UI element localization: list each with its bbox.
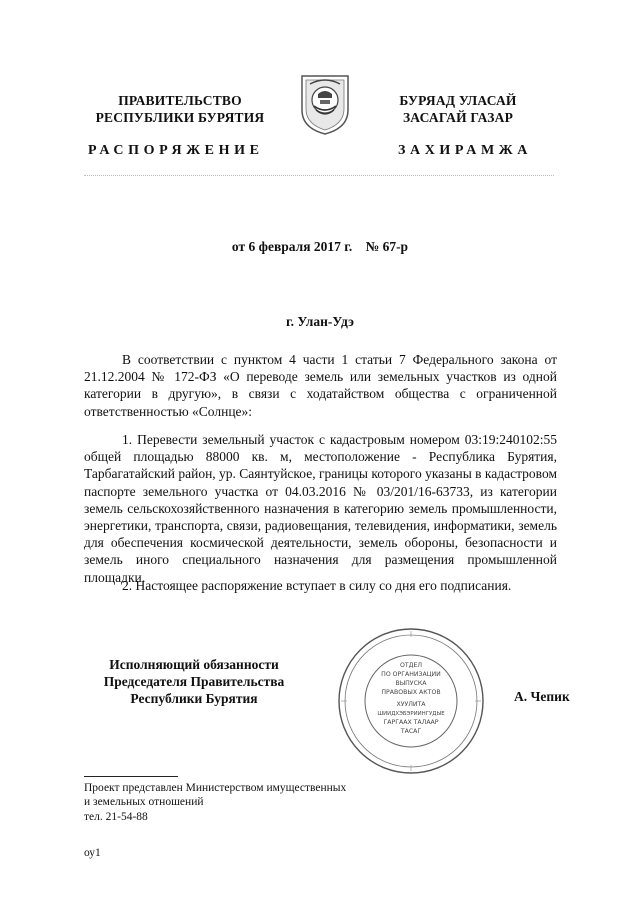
- document-number: № 67-р: [365, 239, 409, 254]
- document-type-russian: РАСПОРЯЖЕНИЕ: [88, 143, 264, 158]
- government-name-buryat-line2: ЗАСАГАЙ ГАЗАР: [402, 110, 514, 125]
- stamp-line-1: ОТДЕЛ: [399, 662, 423, 669]
- document-type-buryat: ЗАХИРАМЖА: [398, 143, 532, 158]
- document-code: оу1: [84, 847, 101, 859]
- signatory-position-line2: Председателя Правительства: [103, 674, 285, 690]
- government-name-line2: РЕСПУБЛИКИ БУРЯТИЯ: [95, 110, 265, 125]
- footnote: [84, 781, 414, 824]
- header-divider: [84, 175, 554, 177]
- stamp-line-7: ГАРГААХ ТАЛААР: [383, 719, 439, 726]
- signatory-position: [84, 656, 304, 708]
- stamp-line-5: ХУУЛИТА: [396, 701, 426, 708]
- stamp-line-3: ВЫПУСКА: [395, 680, 427, 687]
- government-name-line1: ПРАВИТЕЛЬСТВО: [118, 93, 242, 108]
- stamp-line-8: ТАСАГ: [400, 728, 422, 735]
- date-number-line: [0, 239, 640, 255]
- footnote-phone: тел. 21-54-88: [84, 810, 148, 823]
- document-date: от 6 февраля 2017 г.: [231, 239, 353, 254]
- government-name-buryat: [358, 92, 558, 126]
- clause-1-paragraph: 1. Перевести земельный участок с кадастровым номером 03:19:240102:55 общей площадью 88000 кв. м, местоположение - Республика Бурятия, Тарбагатайский район, ур. Саянтуйское, границы которого указаны в кадастровом паспорте земельного участка от 04.03.2016 № 03/201/16-63733, из категории земель сельскохозяйственного назначения в категорию земель промышленности, энергетики, транспорта, связи, радиовещания, телевидения, информатики, земель для обеспечения космической деятельности, земель обороны, безопасности и земель иного специального назначения для размещения промышленной площадки.: [84, 432, 558, 585]
- stamp-line-2: ПО ОРГАНИЗАЦИИ: [381, 671, 441, 678]
- signatory-position-line1: Исполняющий обязанности: [109, 657, 279, 672]
- stamp-line-4: ПРАВОВЫХ АКТОВ: [381, 689, 441, 696]
- city-name: г. Улан-Удэ: [286, 314, 354, 329]
- official-stamp: [336, 626, 486, 776]
- preamble-paragraph: В соответствии с пунктом 4 части 1 статьи 7 Федерального закона от 21.12.2004 № 172-ФЗ «О переводе земель или земельных участков из одной категории в другую», в связи с ходатайством общества с ограниченной ответственностью «Солнце»:: [84, 352, 557, 419]
- signatory-position-line3: Республики Бурятия: [130, 691, 258, 707]
- signatory-name: А. Чепик: [514, 689, 570, 704]
- footnote-line1: Проект представлен Министерством имущественных: [84, 782, 347, 794]
- coat-of-arms-buryatia-icon: [298, 70, 352, 136]
- stamp-line-6: ШИИДХЭБЭРИИНГУДЫЕ: [377, 711, 445, 717]
- footnote-divider: [84, 776, 178, 777]
- footnote-line2: и земельных отношений: [84, 796, 204, 809]
- clause-2-paragraph: 2. Настоящее распоряжение вступает в силу со дня его подписания.: [122, 578, 512, 593]
- government-name-buryat-line1: БУРЯАД УЛАСАЙ: [399, 93, 517, 108]
- government-name-russian: [70, 92, 290, 126]
